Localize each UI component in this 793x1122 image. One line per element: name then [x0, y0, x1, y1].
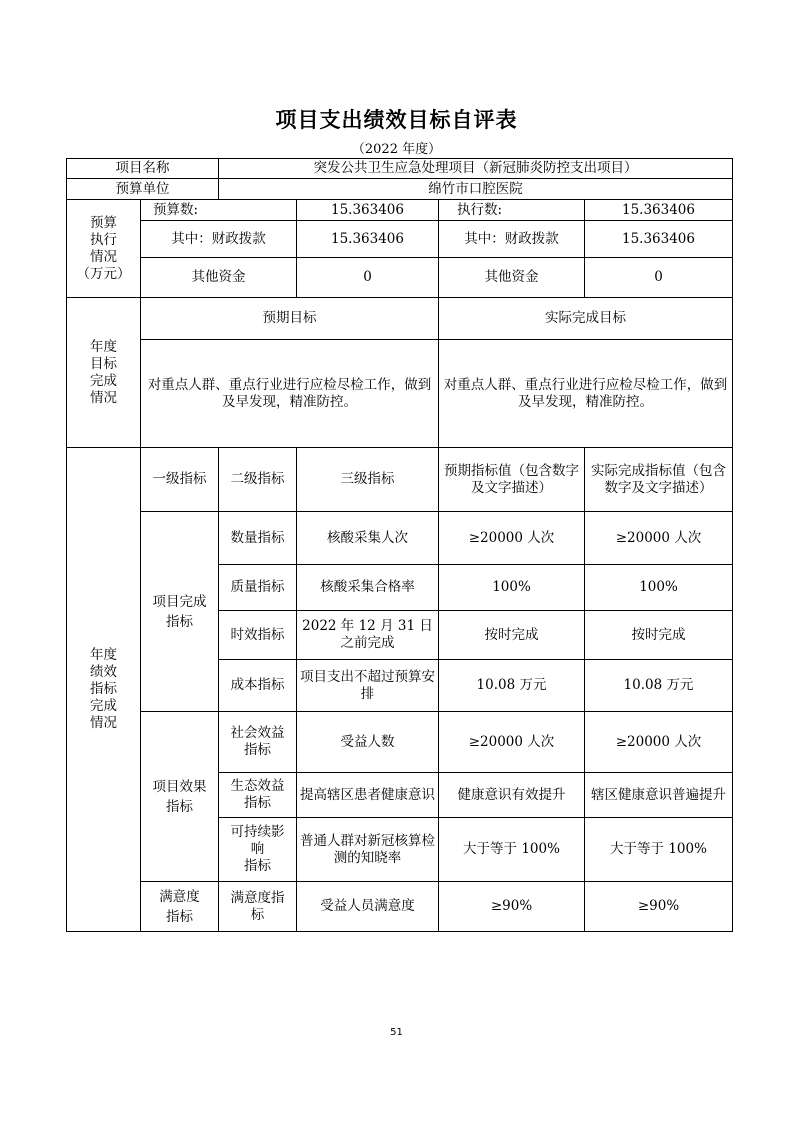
budget-unit-label: 预算单位: [67, 179, 219, 200]
indicator-section-label: [67, 448, 141, 932]
expected-value-cell: ≥90%: [439, 882, 585, 932]
project-name-row: [67, 159, 733, 179]
level2-cell: 满意度指 标: [219, 882, 297, 932]
fiscal-value: 15.363406: [297, 221, 439, 258]
level3-cell: 核酸采集人次: [297, 512, 439, 565]
level3-header: 三级指标: [297, 448, 439, 512]
project-name-label: 项目名称: [67, 159, 219, 179]
actual-value-cell: 辖区健康意识普遍提升: [585, 773, 733, 818]
budget-total-row: [67, 200, 733, 221]
other-funds-value-2: 0: [585, 258, 733, 298]
other-funds-row: [67, 258, 733, 298]
budget-section-label: [67, 200, 141, 298]
expected-value-cell: 健康意识有效提升: [439, 773, 585, 818]
indicator-section-text: 年度 绩效 指标 完成 情况: [90, 647, 117, 731]
indicator-header-row: [67, 448, 733, 512]
level1-cell-effect: 项目效果 指标: [141, 712, 219, 882]
goal-header-row: [67, 298, 733, 340]
level2-cell: 时效指标: [219, 611, 297, 660]
year-label: （2022 年度）: [351, 142, 442, 157]
level3-cell: 核酸采集合格率: [297, 565, 439, 611]
level1-header: 一级指标: [141, 448, 219, 512]
goal-text-row: [67, 340, 733, 448]
indicator-row: [67, 512, 733, 565]
fiscal-label: 其中：财政拨款: [141, 221, 297, 258]
budget-amount-label: 预算数:: [141, 200, 297, 221]
exec-amount-value: 15.363406: [585, 200, 733, 221]
expected-value-cell: ≥20000 人次: [439, 512, 585, 565]
expected-value-cell: 100%: [439, 565, 585, 611]
expected-value-cell: 大于等于 100%: [439, 818, 585, 882]
level2-cell: 生态效益 指标: [219, 773, 297, 818]
actual-value-cell: ≥20000 人次: [585, 512, 733, 565]
page-title: 项目支出绩效目标自评表: [275, 108, 518, 132]
level3-cell: 提高辖区患者健康意识: [297, 773, 439, 818]
other-funds-value: 0: [297, 258, 439, 298]
actual-goal-header: 实际完成目标: [439, 298, 733, 340]
actual-value-header: 实际完成指标值（包含数字及文字描述）: [585, 448, 733, 512]
actual-value-cell: 大于等于 100%: [585, 818, 733, 882]
page-number: 51: [390, 1027, 403, 1038]
expected-goal-header: 预期目标: [141, 298, 439, 340]
actual-goal-text: 对重点人群、重点行业进行应检尽检工作，做到及早发现，精准防控。: [439, 340, 733, 448]
fiscal-label-2: 其中：财政拨款: [439, 221, 585, 258]
budget-amount-value: 15.363406: [297, 200, 439, 221]
budget-unit-row: [67, 179, 733, 200]
expected-value-cell: 按时完成: [439, 611, 585, 660]
level2-header: 二级指标: [219, 448, 297, 512]
level1-cell-satisfaction: 满意度 指标: [141, 882, 219, 932]
evaluation-table: [66, 158, 733, 932]
level3-cell: 项目支出不超过预算安排: [297, 660, 439, 712]
level3-cell: 普通人群对新冠核算检测的知晓率: [297, 818, 439, 882]
level2-cell: 可持续影 响 指标: [219, 818, 297, 882]
actual-value-cell: 按时完成: [585, 611, 733, 660]
level2-cell: 数量指标: [219, 512, 297, 565]
level3-cell: 受益人数: [297, 712, 439, 773]
goal-section-label: [67, 298, 141, 448]
goal-section-text: 年度 目标 完成 情况: [90, 338, 117, 406]
project-name-value: 突发公共卫生应急处理项目（新冠肺炎防控支出项目）: [219, 159, 733, 179]
level1-cell-completion: 项目完成 指标: [141, 512, 219, 712]
actual-value-cell: 10.08 万元: [585, 660, 733, 712]
level3-cell: 2022 年 12 月 31 日之前完成: [297, 611, 439, 660]
expected-value-cell: ≥20000 人次: [439, 712, 585, 773]
expected-value-header: 预期指标值（包含数字及文字描述）: [439, 448, 585, 512]
fiscal-value-2: 15.363406: [585, 221, 733, 258]
expected-value-cell: 10.08 万元: [439, 660, 585, 712]
fiscal-row: [67, 221, 733, 258]
exec-amount-label: 执行数:: [439, 200, 585, 221]
other-funds-label: 其他资金: [141, 258, 297, 298]
actual-value-cell: ≥90%: [585, 882, 733, 932]
level2-cell: 质量指标: [219, 565, 297, 611]
actual-value-cell: 100%: [585, 565, 733, 611]
actual-value-cell: ≥20000 人次: [585, 712, 733, 773]
level2-cell: 社会效益 指标: [219, 712, 297, 773]
indicator-row: [67, 712, 733, 773]
other-funds-label-2: 其他资金: [439, 258, 585, 298]
level2-cell: 成本指标: [219, 660, 297, 712]
expected-goal-text: 对重点人群、重点行业进行应检尽检工作，做到及早发现，精准防控。: [141, 340, 439, 448]
budget-section-text: 预算 执行 情况 （万元）: [76, 214, 131, 282]
level3-cell: 受益人员满意度: [297, 882, 439, 932]
indicator-row: [67, 882, 733, 932]
budget-unit-value: 绵竹市口腔医院: [219, 179, 733, 200]
